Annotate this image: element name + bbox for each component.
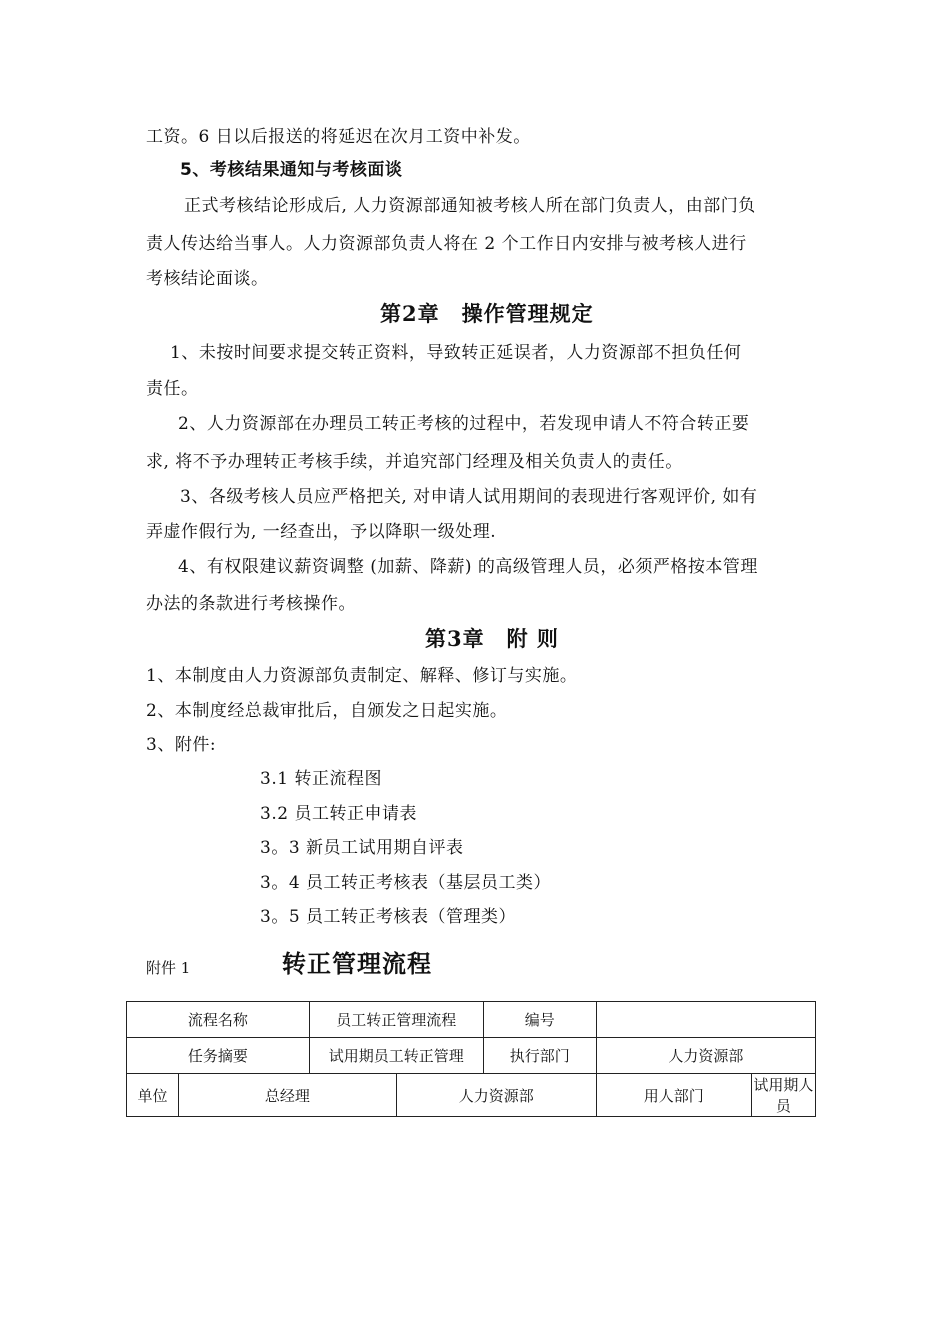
ch2-line: 4、有权限建议薪资调整 (加薪、降薪) 的高级管理人员，必须严格按本管理 [178, 557, 758, 577]
table-cell: 试用期人员 [751, 1074, 815, 1117]
table-cell: 执行部门 [483, 1038, 596, 1074]
attachment-item: 3.2 员工转正申请表 [260, 804, 417, 824]
attachment-item: 3。5 员工转正考核表（管理类） [260, 907, 517, 927]
ch2-line: 弄虚作假行为, 一经查出，予以降职一级处理. [146, 522, 497, 542]
body-line-1: 工资。6 日以后报送的将延迟在次月工资中补发。 [146, 127, 531, 147]
table-cell: 员工转正管理流程 [309, 1002, 483, 1038]
ch2-line: 责任。 [146, 379, 199, 399]
chapter-3-title: 第3章 附 则 [425, 626, 559, 651]
table-row [127, 1038, 816, 1074]
table-cell: 流程名称 [127, 1002, 310, 1038]
ch2-line: 办法的条款进行考核操作。 [146, 594, 356, 614]
section-heading-5: 5、考核结果通知与考核面谈 [180, 160, 403, 180]
table-cell: 编号 [483, 1002, 596, 1038]
chapter-2-title: 第2章 操作管理规定 [380, 301, 594, 326]
ch2-line: 3、各级考核人员应严格把关, 对申请人试用期间的表现进行客观评价, 如有 [180, 487, 758, 507]
ch3-item: 3、附件: [146, 735, 217, 755]
process-table [126, 1001, 816, 1117]
ch2-line: 2、人力资源部在办理员工转正考核的过程中，若发现申请人不符合转正要 [178, 414, 750, 434]
ch2-line: 1、未按时间要求提交转正资料，导致转正延误者，人力资源部不担负任何 [170, 343, 742, 363]
table-cell: 人力资源部 [596, 1038, 815, 1074]
table-cell: 任务摘要 [127, 1038, 310, 1074]
ch3-item: 2、本制度经总裁审批后，自颁发之日起实施。 [146, 701, 508, 721]
table-cell: 用人部门 [596, 1074, 751, 1117]
table-cell: 单位 [127, 1074, 179, 1117]
body-line-2: 正式考核结论形成后, 人力资源部通知被考核人所在部门负责人，由部门负 [184, 196, 756, 216]
attachment-item: 3。3 新员工试用期自评表 [260, 838, 464, 858]
table-row [127, 1074, 816, 1117]
attachment-title: 转正管理流程 [282, 950, 432, 978]
table-cell: 总经理 [179, 1074, 397, 1117]
table-row [127, 1002, 816, 1038]
body-line-4: 考核结论面谈。 [146, 269, 269, 289]
ch3-item: 1、本制度由人力资源部负责制定、解释、修订与实施。 [146, 666, 578, 686]
ch2-line: 求, 将不予办理转正考核手续，并追究部门经理及相关负责人的责任。 [146, 452, 683, 472]
attachment-item: 3。4 员工转正考核表（基层员工类） [260, 873, 552, 893]
table-cell: 人力资源部 [396, 1074, 596, 1117]
table-cell: 试用期员工转正管理 [309, 1038, 483, 1074]
attachment-label: 附件 1 [146, 959, 191, 977]
table-cell [596, 1002, 815, 1038]
body-line-3: 责人传达给当事人。人力资源部负责人将在 2 个工作日内安排与被考核人进行 [146, 234, 747, 254]
attachment-item: 3.1 转正流程图 [260, 769, 382, 789]
